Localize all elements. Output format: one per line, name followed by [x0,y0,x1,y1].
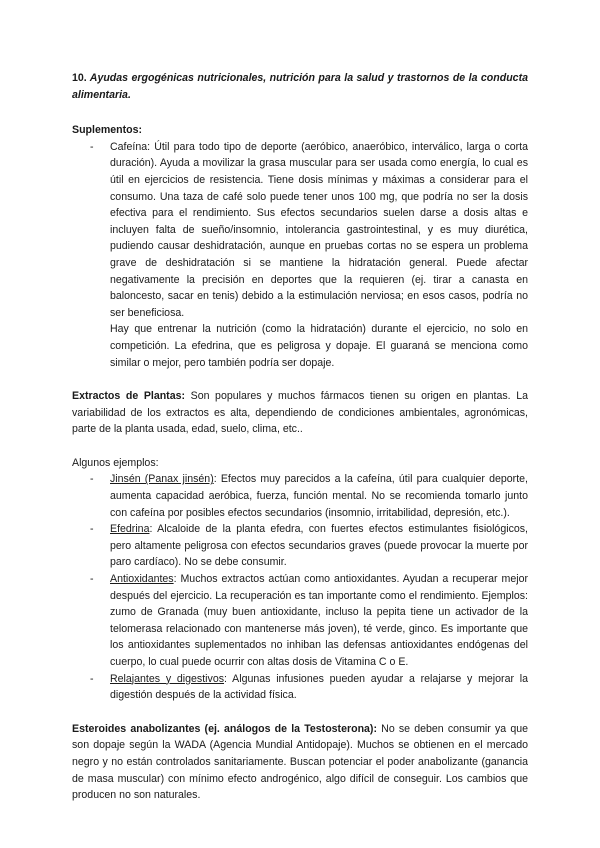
section-number: 10. [72,72,87,84]
section-title-text: Ayudas ergogénicas nutricionales, nutrición para la salud y trastornos de la conducta alimentaria. [72,72,528,101]
examples-intro: Algunos ejemplos: [72,456,159,469]
antioxidantes-label: Antioxidantes [110,573,174,586]
list-item-jinsen [72,471,528,521]
extractos-text: Son populares y muchos fármacos tienen su origen en plantas. La variabilidad de los extractos es alta, dependiendo de condiciones ambientales, agronómicas, parte de la planta usada, edad, suelo, clima, etc.. [72,390,528,436]
suplementos-list [72,139,528,371]
cafeina-paragraph: - Cafeína: Útil para todo tipo de deporte (aeróbico, anaeróbico, interválico, larga o corta duración). Ayuda a movilizar la grasa muscular para ser usada como energía, lo cual es útil en ejercicios de resistencia. Tiene dosis mínimas y máximas a considerar para el consumo. Una taza de café solo puede tener unos 100 mg, que podría no ser la dosis efectiva para el rendimiento. Sus efectos secundarios suelen darse a dosis altas e incluyen falta de sueño/insomnio, intolerancia gastrointestinal, y es muy diurética, pudiendo causar deshidratación, aunque en pruebas cortas no se espera un problema grave de deshidratación si se mantiene la hidratación general. Puede afectar negativamente la precisión en deportes que la requieren (ej. tirar a canasta en baloncesto, sacar en tenis) debido a la estimulación nerviosa; en esos casos, podría no ser beneficiosa. [110,140,528,319]
section-title [72,70,528,103]
cafeina-paragraph-2: Hay que entrenar la nutrición (como la hidratación) durante el ejercicio, no solo en competición. La efedrina, que es peligrosa y dopaje. El guaraná se menciona como similar o mejor, pero también podría ser dopaje. [110,323,528,369]
esteroides-heading: Esteroides anabolizantes (ej. análogos de la Testosterona): [72,722,377,735]
suplementos-heading: Suplementos: [72,124,143,137]
jinsen-label: Jinsén (Panax jinsén) [110,473,214,486]
examples-list [72,471,528,703]
list-item-cafeina [72,139,528,371]
relajantes-label: Relajantes y digestivos [110,672,225,685]
list-item-efedrina [72,521,528,571]
jinsen-text: : Efectos muy parecidos a la cafeína, útil para cualquier deporte, aumenta capacidad aeróbica, fuerza, función mental. No se recomienda tomarlo junto con cafeína por posibles efectos secundarios (insomnio, irritabilidad, depresión, etc.). [110,473,528,519]
esteroides-text: No se deben consumir ya que son dopaje según la WADA (Agencia Mundial Antidopaje). Muchos se obtienen en el mercado negro y no están controlados sanitariamente. Buscan potenciar el poder anabolizante (ganancia de masa muscular) con mínimo efecto androgénico, algo difícil de conseguir. Los cambios que producen no son naturales. [72,722,529,802]
esteroides-paragraph [72,721,528,804]
extractos-paragraph [72,388,528,438]
list-item-antioxidantes [72,571,528,671]
extractos-heading: Extractos de Plantas: [72,390,186,403]
document-page [72,70,528,804]
efedrina-text: : Alcaloide de la planta efedra, con fuertes efectos estimulantes fisiológicos, pero altamente peligrosa con efectos secundarios graves (puede provocar la muerte por paro cardíaco). No se debe consumir. [110,523,528,569]
list-item-relajantes [72,671,528,704]
antioxidantes-text: : Muchos extractos actúan como antioxidantes. Ayudan a recuperar mejor después del ejercicio. La recuperación es tan importante como el rendimiento. Ejemplos: zumo de Granada (muy buen antioxidante, incluso la pepita tiene un activador de la telomerasa relacionado con mantenerse más joven), té verde, ginco. Es importante que los antioxidantes suplementados no inhiban las defensas antioxidantes endógenas del cuerpo, lo cual puede ocurrir con altas dosis de Vitamina C o E. [110,573,528,668]
relajantes-text: : Algunas infusiones pueden ayudar a relajarse y mejorar la digestión después de la actividad física. [110,672,529,702]
efedrina-label: Efedrina [110,523,150,536]
